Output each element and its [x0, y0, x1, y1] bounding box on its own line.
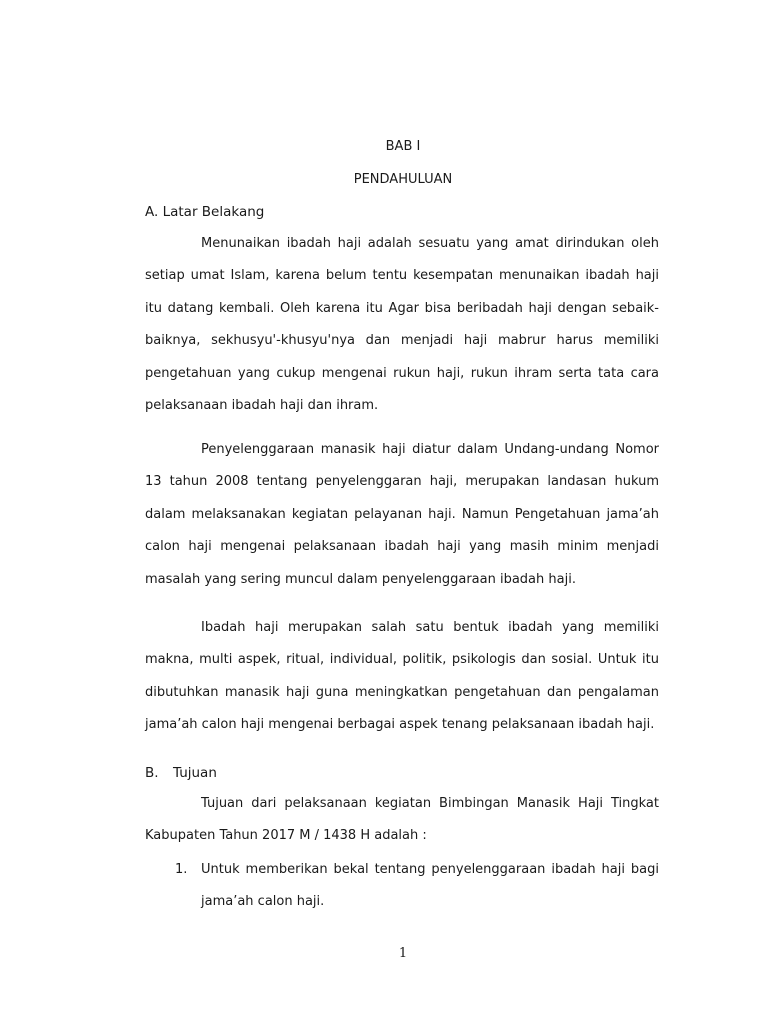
- list-item-text: Untuk memberikan bekal tentang penyelenggaraan ibadah haji bagi jama’ah calon haji.: [201, 862, 659, 910]
- chapter-number: BAB I: [385, 139, 421, 154]
- page-number: 1: [398, 946, 408, 961]
- list-marker: 1.: [175, 862, 188, 877]
- paragraph: Penyelenggaraan manasik haji diatur dalam Undang-undang Nomor 13 tahun 2008 tentang penyelenggaran haji, merupakan landasan hukum dalam melaksanakan kegiatan pelayanan haji. Namun Pengetahuan jama’ah calon haji mengenai pelaksanaan ibadah haji yang masih minim menjadi masalah yang sering muncul dalam penyelenggaraan ibadah haji.: [145, 442, 659, 587]
- chapter-title: PENDAHULUAN: [353, 172, 453, 187]
- section-a-heading: A. Latar Belakang: [145, 204, 265, 220]
- paragraph: Ibadah haji merupakan salah satu bentuk ibadah yang memiliki makna, multi aspek, ritual, individual, politik, psikologis dan sosial. Untuk itu dibutuhkan manasik haji guna meningkatkan pengetahuan dan pengalaman jama’ah calon haji mengenai berbagai aspek tenang pelaksanaan ibadah haji.: [145, 620, 659, 733]
- paragraph: Menunaikan ibadah haji adalah sesuatu yang amat dirindukan oleh setiap umat Islam, karena belum tentu kesempatan menunaikan ibadah haji itu datang kembali. Oleh karena itu Agar bisa beribadah haji dengan sebaik-baiknya, sekhusyu'-khusyu'nya dan menjadi haji mabrur harus memiliki pengetahuan yang cukup mengenai rukun haji, rukun ihram serta tata cara pelaksanaan ibadah haji dan ihram.: [145, 236, 659, 414]
- section-b-title: Tujuan: [173, 765, 217, 781]
- list-item: [175, 854, 659, 919]
- paragraph: Tujuan dari pelaksanaan kegiatan Bimbingan Manasik Haji Tingkat Kabupaten Tahun 2017 M / 1438 H adalah :: [145, 796, 659, 844]
- section-b-number: B.: [145, 765, 159, 781]
- section-b-heading: [145, 765, 217, 781]
